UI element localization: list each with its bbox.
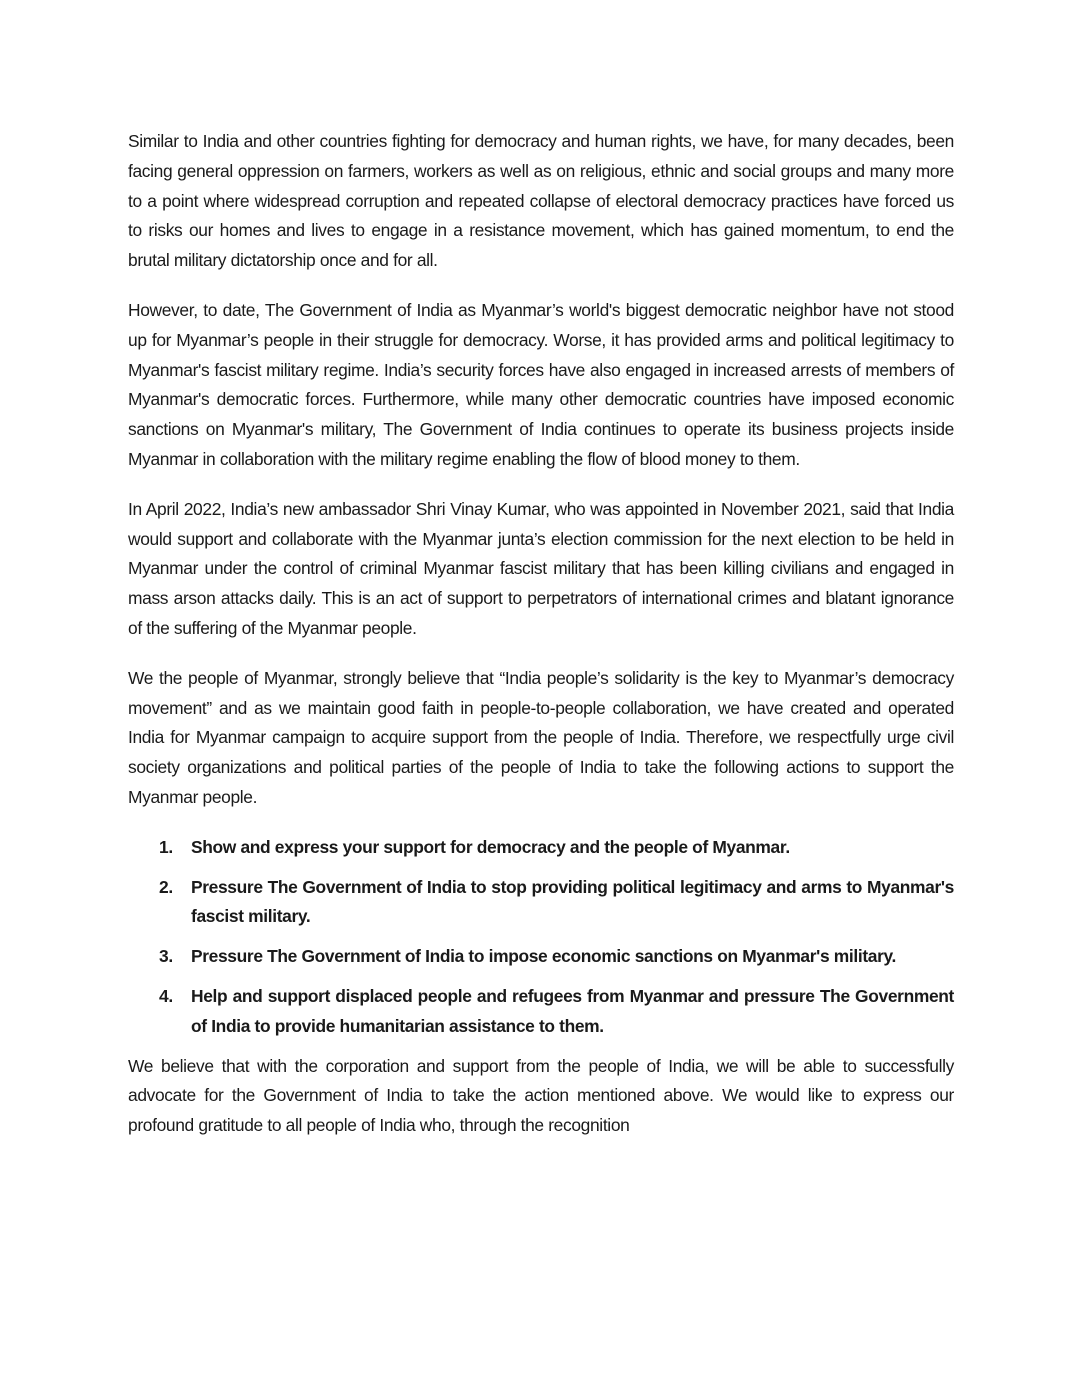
list-item-text: Show and express your support for democracy and the people of Myanmar. [191, 836, 790, 857]
paragraph-closing: We believe that with the corporation and support from the people of India, we will be able to successfully advocate for the Government of India to take the action mentioned above. We would like to express our profound gratitude to all people of India who, through the recognition [128, 1055, 954, 1136]
list-number: 2. [159, 876, 173, 897]
paragraph-ambassador: In April 2022, India’s new ambassador Shri Vinay Kumar, who was appointed in November 2021, said that India would support and collaborate with the Myanmar junta’s election commission for the next election to be held in Myanmar under the control of criminal Myanmar fascist military that has been killing civilians and engaged in mass arson attacks daily. This is an act of support to perpetrators of international crimes and blatant ignorance of the suffering of the Myanmar people. [128, 498, 954, 638]
list-number: 4. [159, 985, 173, 1006]
list-item-text: Pressure The Government of India to impose economic sanctions on Myanmar's military. [191, 946, 897, 967]
paragraph-india-government: However, to date, The Government of India as Myanmar’s world's biggest democratic neighbor have not stood up for Myanmar’s people in their struggle for democracy. Worse, it has provided arms and political legitimacy to Myanmar's fascist military regime. India’s security forces have also engaged in increased arrests of members of Myanmar's democratic forces. Furthermore, while many other democratic countries have imposed economic sanctions on Myanmar's military, The Government of India continues to operate its business projects inside Myanmar in collaboration with the military regime enabling the flow of blood money to them. [128, 299, 954, 469]
list-item-text: Pressure The Government of India to stop providing political legitimacy and arms to Myanmar's fascist military. [191, 876, 954, 927]
list-item [128, 873, 954, 933]
list-item [128, 942, 954, 972]
document-page [128, 127, 954, 1141]
list-number: 1. [159, 836, 173, 857]
list-item [128, 833, 954, 863]
list-number: 3. [159, 946, 173, 967]
list-item [128, 982, 954, 1042]
paragraph-solidarity: We the people of Myanmar, strongly believe that “India people’s solidarity is the key to Myanmar’s democracy movement” and as we maintain good faith in people-to-people collaboration, we have created and operated India for Myanmar campaign to acquire support from the people of India. Therefore, we respectfully urge civil society organizations and political parties of the people of India to take the following actions to support the Myanmar people. [128, 667, 954, 807]
paragraph-intro: Similar to India and other countries fighting for democracy and human rights, we have, for many decades, been facing general oppression on farmers, workers as well as on religious, ethnic and social groups and many more to a point where widespread corruption and repeated collapse of electoral democracy practices have forced us to risks our homes and lives to engage in a resistance movement, which has gained momentum, to end the brutal military dictatorship once and for all. [128, 131, 954, 271]
actions-list [128, 833, 954, 1042]
list-item-text: Help and support displaced people and refugees from Myanmar and pressure The Government of India to provide humanitarian assistance to them. [191, 985, 954, 1036]
